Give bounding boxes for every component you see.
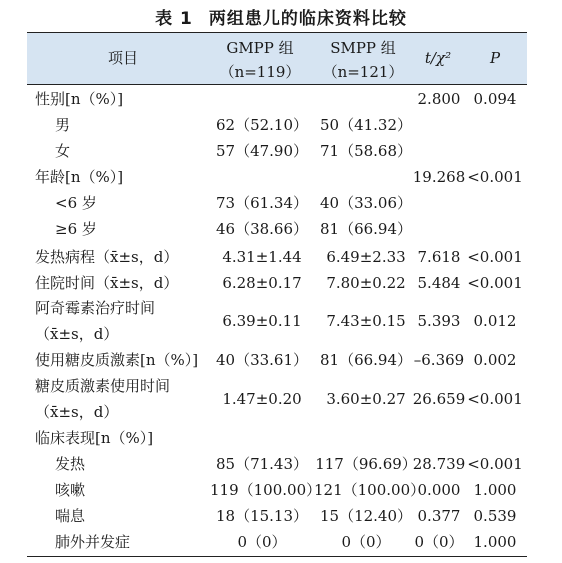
cell-smpp: 40（33.06）: [319, 194, 413, 212]
cell-gmpp: 62（52.10）: [215, 116, 309, 134]
cell-smpp: 15（12.40）: [319, 507, 413, 525]
row-label: 发热: [55, 455, 86, 473]
row-label: 住院时间（x̄±s，d）: [35, 274, 179, 292]
cell-gmpp: 73（61.34）: [215, 194, 309, 212]
cell-gmpp: 1.47±0.20: [222, 390, 302, 408]
row-label: <6 岁: [55, 194, 97, 212]
bottom-rule: [27, 556, 527, 557]
cell-smpp: 117（96.69）: [315, 455, 417, 473]
row-label: 女: [55, 142, 71, 160]
cell-stat: 0（0）: [414, 533, 464, 551]
header-item: 项目: [108, 49, 139, 67]
cell-p: 1.000: [473, 533, 517, 551]
cell-p: <0.001: [467, 168, 523, 186]
row-label: 阿奇霉素治疗时间: [35, 299, 156, 317]
cell-gmpp: 4.31±1.44: [222, 248, 302, 266]
cell-p: <0.001: [467, 390, 523, 408]
cell-smpp: 81（66.94）: [319, 351, 413, 369]
cell-smpp: 71（58.68）: [319, 142, 413, 160]
row-label: 肺外并发症: [55, 533, 131, 551]
cell-p: <0.001: [467, 455, 523, 473]
cell-smpp: 7.43±0.15: [326, 312, 406, 330]
header-rule: [27, 84, 527, 85]
row-label: 性别[n（%）]: [35, 90, 124, 108]
cell-gmpp: 6.39±0.11: [222, 312, 302, 330]
cell-stat: 28.739: [412, 455, 466, 473]
cell-smpp: 0（0）: [341, 533, 391, 551]
row-label: 年龄[n（%）]: [35, 168, 124, 186]
cell-p: 0.002: [473, 351, 517, 369]
cell-stat: 19.268: [412, 168, 466, 186]
header-smpp: SMPP 组: [330, 39, 396, 57]
cell-gmpp: 119（100.00）: [210, 481, 322, 499]
cell-stat: 7.618: [417, 248, 461, 266]
cell-smpp: 7.80±0.22: [326, 274, 406, 292]
cell-smpp: 6.49±2.33: [326, 248, 406, 266]
header-p: P: [489, 49, 501, 67]
header-smpp-n: （n=121）: [322, 63, 404, 81]
cell-stat: –6.369: [413, 351, 465, 369]
cell-stat: 0.377: [417, 507, 461, 525]
row-label: 临床表现[n（%）]: [35, 429, 154, 447]
row-label: ≥6 岁: [55, 220, 97, 238]
cell-smpp: 81（66.94）: [319, 220, 413, 238]
row-label: 糖皮质激素使用时间: [35, 377, 171, 395]
cell-gmpp: 85（71.43）: [215, 455, 309, 473]
cell-stat: 5.393: [417, 312, 461, 330]
row-label: 男: [55, 116, 71, 134]
cell-gmpp: 0（0）: [237, 533, 287, 551]
cell-p: 0.012: [473, 312, 517, 330]
cell-p: <0.001: [467, 248, 523, 266]
cell-stat: 5.484: [417, 274, 461, 292]
header-gmpp-n: （n=119）: [219, 63, 301, 81]
row-label: 喘息: [55, 507, 86, 525]
row-label: 使用糖皮质激素[n（%）]: [35, 351, 199, 369]
row-label: 咳嗽: [55, 481, 86, 499]
header-stat: t/χ²: [424, 49, 452, 67]
cell-gmpp: 57（47.90）: [215, 142, 309, 160]
header-gmpp: GMPP 组: [226, 39, 294, 57]
cell-p: 0.094: [473, 90, 517, 108]
cell-gmpp: 46（38.66）: [215, 220, 309, 238]
cell-p: 1.000: [473, 481, 517, 499]
cell-smpp: 50（41.32）: [319, 116, 413, 134]
cell-stat: 0.000: [417, 481, 461, 499]
cell-gmpp: 40（33.61）: [215, 351, 309, 369]
cell-stat: 2.800: [417, 90, 461, 108]
cell-smpp: 121（100.00）: [314, 481, 426, 499]
row-label-line2: （x̄±s，d）: [35, 325, 119, 343]
top-rule: [27, 32, 527, 33]
table-caption: [0, 4, 562, 29]
cell-p: <0.001: [467, 274, 523, 292]
caption-text: 两组患儿的临床资料比较: [208, 9, 407, 29]
cell-stat: 26.659: [412, 390, 466, 408]
caption-label: 表 1: [155, 9, 193, 29]
row-label-line2: （x̄±s，d）: [35, 403, 119, 421]
cell-gmpp: 6.28±0.17: [222, 274, 302, 292]
cell-smpp: 3.60±0.27: [326, 390, 406, 408]
cell-gmpp: 18（15.13）: [215, 507, 309, 525]
cell-p: 0.539: [473, 507, 517, 525]
row-label: 发热病程（x̄±s，d）: [35, 248, 179, 266]
